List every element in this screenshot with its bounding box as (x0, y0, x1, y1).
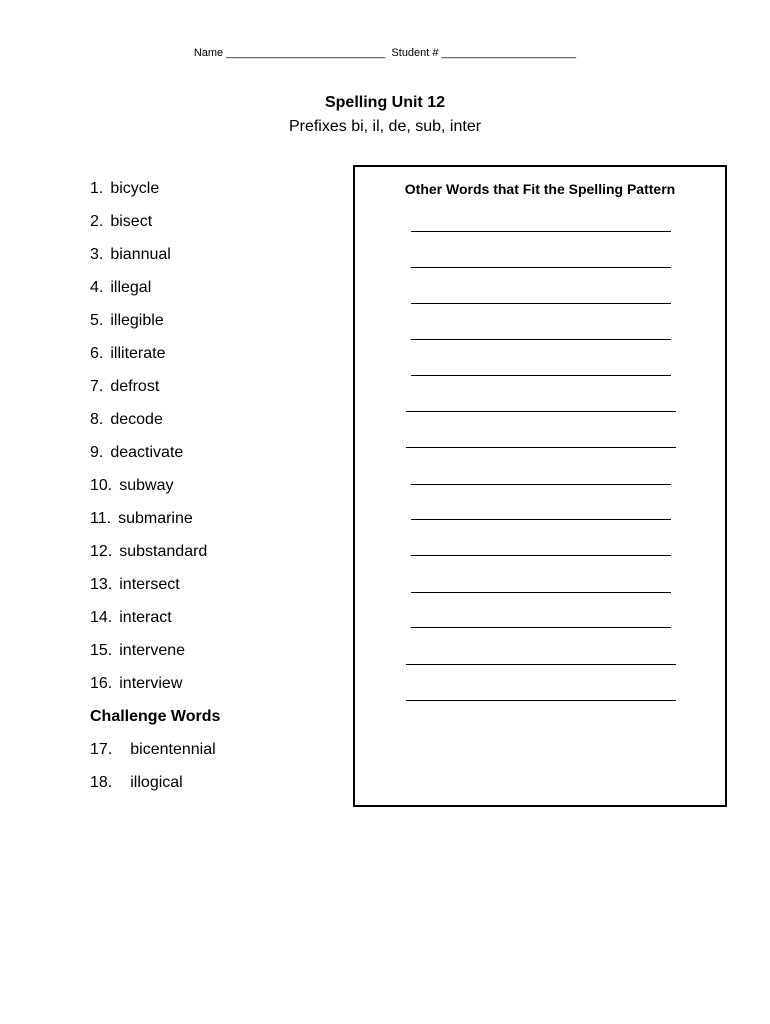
other-words-title: Other Words that Fit the Spelling Pattern (404, 181, 676, 197)
spelling-word: illegible (110, 312, 164, 329)
item-number: 9. (90, 444, 104, 461)
spelling-word: illegal (110, 279, 152, 296)
answer-blank[interactable] (411, 267, 671, 268)
list-item (90, 508, 220, 541)
answer-blank[interactable] (411, 627, 671, 628)
answer-blank[interactable] (411, 339, 671, 340)
list-item (90, 442, 220, 475)
list-item (90, 673, 220, 706)
list-item (90, 574, 220, 607)
list-item (90, 475, 220, 508)
item-number: 4. (90, 279, 104, 296)
item-number: 16. (90, 675, 113, 692)
item-number: 5. (90, 312, 104, 329)
student-number-label: Student # (391, 47, 439, 59)
answer-blank[interactable] (406, 664, 676, 665)
item-number: 10. (90, 477, 113, 494)
spelling-word: interact (119, 609, 172, 626)
spelling-word: submarine (118, 510, 193, 527)
list-item (90, 607, 220, 640)
spelling-word: decode (110, 411, 163, 428)
item-number: 18. (90, 774, 113, 791)
challenge-words-heading: Challenge Words (90, 708, 221, 725)
list-item (90, 178, 220, 211)
challenge-word: bicentennial (130, 741, 216, 758)
spelling-word-list (90, 178, 220, 805)
item-number: 14. (90, 609, 113, 626)
spelling-word: illiterate (110, 345, 166, 362)
item-number: 6. (90, 345, 104, 362)
name-field[interactable]: __________________________ (226, 47, 386, 59)
list-item (90, 640, 220, 673)
list-item (90, 541, 220, 574)
answer-blank[interactable] (406, 447, 676, 448)
list-item (90, 244, 220, 277)
spelling-word: bicycle (110, 180, 160, 197)
spelling-word: defrost (110, 378, 160, 395)
item-number: 12. (90, 543, 113, 560)
student-number-field[interactable]: ______________________ (441, 47, 577, 59)
item-number: 11. (90, 510, 112, 527)
answer-blank[interactable] (411, 555, 671, 556)
item-number: 17. (90, 741, 113, 758)
answer-blank[interactable] (411, 592, 671, 593)
spelling-word: subway (119, 477, 174, 494)
spelling-word: substandard (119, 543, 208, 560)
answer-blank[interactable] (411, 375, 671, 376)
item-number: 8. (90, 411, 104, 428)
list-item (90, 772, 220, 805)
list-item (90, 310, 220, 343)
answer-blank[interactable] (411, 303, 671, 304)
item-number: 3. (90, 246, 104, 263)
name-label: Name (193, 47, 224, 59)
list-item (90, 376, 220, 409)
challenge-word: illogical (130, 774, 183, 791)
item-number: 1. (90, 180, 104, 197)
answer-blank[interactable] (406, 700, 676, 701)
worksheet-subtitle: Prefixes bi, il, de, sub, inter (288, 118, 482, 135)
list-item (90, 739, 220, 772)
spelling-word: intervene (119, 642, 186, 659)
item-number: 2. (90, 213, 104, 230)
spelling-word: biannual (110, 246, 171, 263)
answer-blank[interactable] (406, 411, 676, 412)
answer-blank[interactable] (411, 484, 671, 485)
name-student-line (0, 47, 770, 59)
item-number: 15. (90, 642, 113, 659)
spelling-word: intersect (119, 576, 180, 593)
list-item (90, 277, 220, 310)
spelling-word: deactivate (110, 444, 184, 461)
list-item (90, 343, 220, 376)
item-number: 7. (90, 378, 104, 395)
item-number: 13. (90, 576, 113, 593)
spelling-word: bisect (110, 213, 153, 230)
spelling-word: interview (119, 675, 183, 692)
other-words-box (353, 165, 727, 807)
answer-blank[interactable] (411, 231, 671, 232)
worksheet-title: Spelling Unit 12 (324, 94, 445, 111)
list-item (90, 211, 220, 244)
answer-blank[interactable] (411, 519, 671, 520)
list-item (90, 409, 220, 442)
